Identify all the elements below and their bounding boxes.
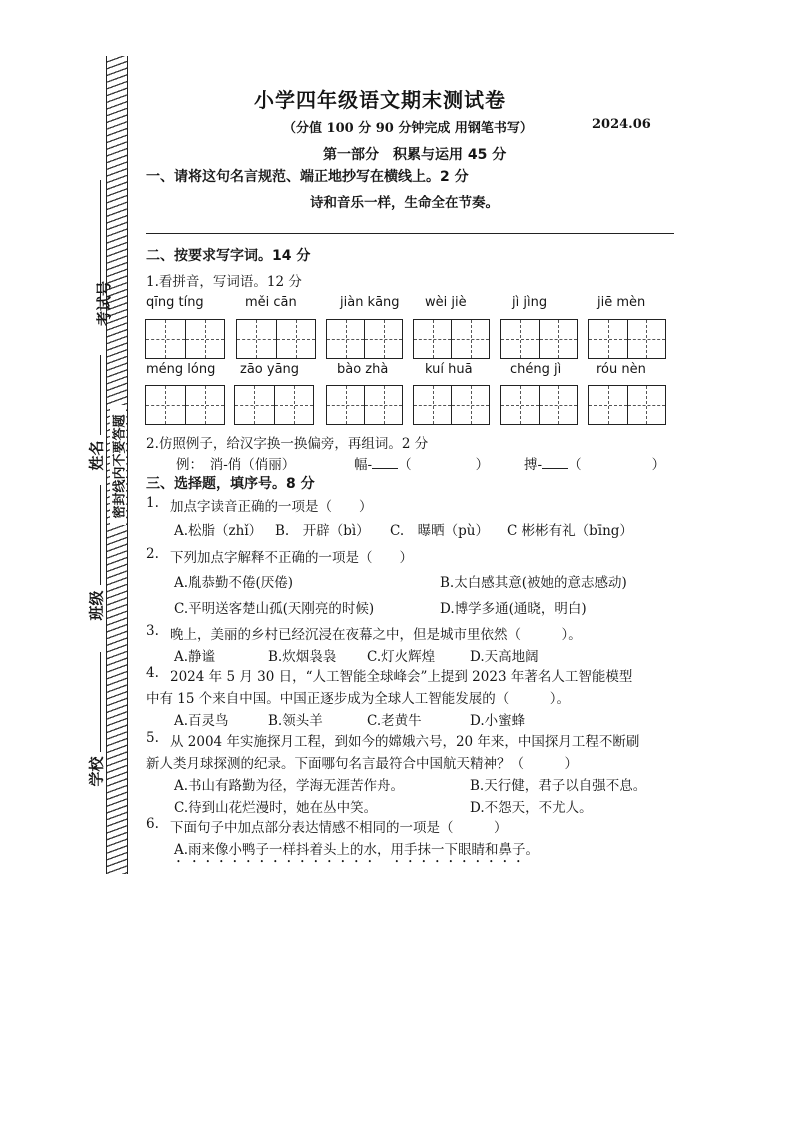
pinyin-2-1: méng lóng (146, 362, 216, 377)
q3-item2-option-c: C.平明送客楚山孤(天刚亮的时候) (174, 601, 375, 617)
pinyin-1-6: jiē mèn (597, 295, 646, 310)
q3-item2-option-d: D.博学多通(通晓，明白) (440, 601, 587, 617)
pinyin-1-2: měi cān (245, 295, 297, 310)
tianzige-2-3[interactable] (326, 385, 403, 425)
pinyin-2-2: zāo yāng (240, 362, 300, 377)
name-label: 姓名 (87, 440, 106, 471)
q3-item4-option-c: C.老黄牛 (367, 713, 422, 729)
q3-item5-stem-line2: 新人类月球探测的纪录。下面哪句名言最符合中国航天精神？（ ） (146, 756, 578, 772)
school-line (100, 652, 101, 752)
tianzige-1-5[interactable] (500, 319, 578, 359)
q3-item4-option-d: D.小蜜蜂 (470, 713, 526, 729)
blank1-line[interactable] (372, 456, 398, 469)
q3-item1-option-c: C. 曝晒（pù） (390, 523, 489, 539)
q2-blank1: 幅- （ ） (354, 457, 490, 473)
q3-item4-option-a: A.百灵鸟 (174, 713, 229, 729)
q3-item1-option-b: B. 开辟（bì） (275, 523, 370, 539)
blank1-char: 幅- (354, 457, 373, 473)
q2-example: 例： 消-俏（俏丽） (176, 457, 296, 473)
page-title: 小学四年级语文期末测试卷 (254, 88, 506, 112)
q3-item5-option-d: D.不怨天，不尤人。 (470, 800, 593, 816)
pinyin-2-6: róu nèn (596, 362, 646, 377)
q3-item4-stem-line2: 中有 15 个来自中国。中国正逐步成为全球人工智能发展的（ ）。 (146, 691, 571, 707)
q3-item3-num: 3. (146, 623, 159, 639)
part1-heading: 第一部分 积累与运用 45 分 (323, 147, 507, 163)
q2-blank2: 搏- （ ） (524, 457, 666, 473)
q1-quote: 诗和音乐一样，生命全在节奏。 (310, 195, 499, 211)
q3-item1-option-a: A.松脂（zhǐ） (174, 523, 263, 539)
q3-item3-option-d: D.天高地阔 (470, 649, 539, 665)
tianzige-2-1[interactable] (145, 385, 225, 425)
tianzige-1-4[interactable] (413, 319, 490, 359)
q3-item6-option-a: A.雨来像小鸭子一样抖着头上的水，用手抹一下眼睛和鼻子。 (174, 842, 540, 858)
q3-item1-option-d: C 彬彬有礼（bīng） (507, 523, 633, 539)
exam-no-label: 考试号 (95, 280, 114, 327)
q1-writing-line[interactable] (146, 233, 674, 234)
school-label: 学校 (87, 756, 106, 787)
pinyin-2-4: kuí huā (425, 362, 473, 377)
tianzige-2-5[interactable] (500, 385, 578, 425)
q3-item5-option-c: C.待到山花烂漫时，她在丛中笑。 (174, 800, 378, 816)
q3-item5-option-b: B.天行健，君子以自强不息。 (470, 778, 647, 794)
q3-item5-stem-line1: 从 2004 年实施探月工程，到如今的嫦娥六号，20 年来，中国探月工程不断刷 (170, 734, 640, 750)
pinyin-1-5: jì jìng (512, 295, 548, 310)
seal-line-note (110, 405, 126, 525)
q2-heading: 二、按要求写字词。14 分 (146, 248, 311, 264)
q3-item1-stem: 加点字读音正确的一项是（ ） (170, 499, 373, 515)
name-line (100, 355, 101, 435)
q3-item6-num: 6. (146, 816, 159, 832)
q3-item2-stem: 下列加点字解释不正确的一项是（ ） (170, 550, 413, 566)
q3-item6-stem: 下面句子中加点部分表达情感不相同的一项是（ ） (170, 820, 508, 836)
blank2-line[interactable] (542, 456, 568, 469)
q3-item4-num: 4. (146, 665, 159, 681)
q3-item3-stem: 晚上，美丽的乡村已经沉浸在夜幕之中，但是城市里依然（ ）。 (170, 627, 582, 643)
blank2-char: 搏- (524, 457, 543, 473)
pinyin-2-5: chéng jì (510, 362, 562, 377)
pinyin-1-4: wèi jiè (425, 295, 467, 310)
q3-item3-option-c: C.灯火辉煌 (367, 649, 436, 665)
exam-date: 2024.06 (592, 117, 651, 132)
q3-item4-option-b: B.领头羊 (268, 713, 323, 729)
class-label: 班级 (87, 590, 106, 621)
pinyin-2-3: bào zhà (337, 362, 389, 377)
pinyin-1-3: jiàn kāng (340, 295, 400, 310)
q3-item5-option-a: A.书山有路勤为径，学海无涯苦作舟。 (174, 778, 405, 794)
q3-item5-num: 5. (146, 730, 159, 746)
q3-heading: 三、选择题，填序号。8 分 (146, 476, 315, 492)
tianzige-2-2[interactable] (234, 385, 314, 425)
q3-item2-option-b: B.太白感其意(被她的意志感动) (440, 575, 627, 591)
q3-item1-num: 1. (146, 495, 159, 511)
tianzige-2-6[interactable] (588, 385, 666, 425)
class-line (100, 485, 101, 585)
tianzige-1-6[interactable] (588, 319, 666, 359)
seal-note-text: 密封线内不要答题 (112, 414, 128, 519)
tianzige-1-2[interactable] (236, 319, 316, 359)
q3-item4-stem-line1: 2024 年 5 月 30 日，“人工智能全球峰会”上提到 2023 年著名人工智能模型 (170, 669, 633, 685)
tianzige-2-4[interactable] (413, 385, 490, 425)
q1-heading: 一、请将这句名言规范、端正地抄写在横线上。2 分 (146, 169, 469, 185)
q2-sub2: 2.仿照例子，给汉字换一换偏旁，再组词。2 分 (146, 436, 429, 452)
tianzige-1-3[interactable] (326, 319, 403, 359)
q3-item2-option-a: A.胤恭勤不倦(厌倦) (174, 575, 294, 591)
q3-item2-num: 2. (146, 546, 159, 562)
q3-item3-option-b: B.炊烟袅袅 (268, 649, 337, 665)
tianzige-1-1[interactable] (145, 319, 225, 359)
q2-sub1: 1.看拼音，写词语。12 分 (146, 274, 302, 290)
pinyin-1-1: qīng tíng (146, 295, 204, 310)
page-subtitle: （分值 100 分 90 分钟完成 用钢笔书写） (283, 121, 533, 136)
q3-item3-option-a: A.静谧 (174, 649, 216, 665)
